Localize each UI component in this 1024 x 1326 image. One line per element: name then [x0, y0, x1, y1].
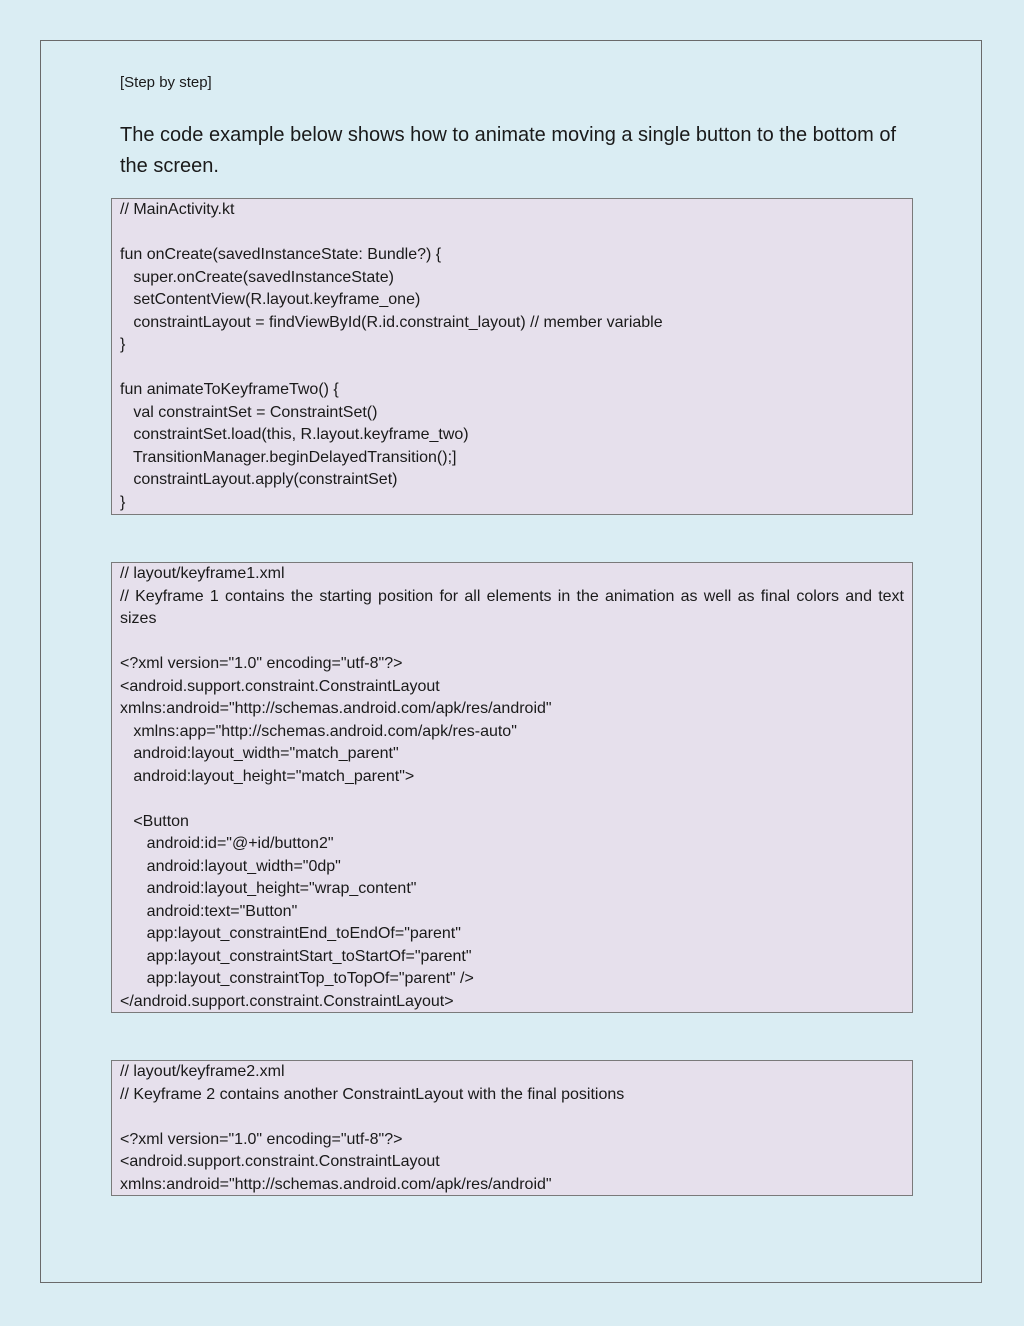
code-line: TransitionManager.beginDelayedTransition();] — [120, 448, 457, 466]
code-line — [120, 357, 904, 380]
code-block-keyframe1 — [111, 562, 913, 1013]
step-label: [Step by step] — [120, 74, 212, 91]
code-line: android:id="@+id/button2" — [120, 835, 334, 852]
code-block-keyframe2 — [111, 1060, 913, 1196]
code-line — [120, 631, 904, 654]
code-comment-wrapped: // Keyframe 1 contains the starting position for all elements in the animation as well as final colors and text sizes — [120, 587, 904, 627]
code-line: } — [120, 493, 126, 511]
code-line: val constraintSet = ConstraintSet() — [120, 403, 378, 421]
code-line: android:layout_width="0dp" — [120, 857, 341, 875]
code-line: constraintLayout.apply(constraintSet) — [120, 471, 398, 488]
code-line: super.onCreate(savedInstanceState) — [120, 268, 394, 286]
code-line: <?xml version="1.0" encoding="utf-8"?> — [120, 655, 403, 672]
code-line: <?xml version="1.0" encoding="utf-8"?> — [120, 1130, 403, 1148]
code-line — [120, 788, 904, 811]
code-line: app:layout_constraintStart_toStartOf="parent" — [120, 947, 472, 965]
code-line: xmlns:android="http://schemas.android.com/apk/res/android" — [120, 700, 552, 717]
code-line: constraintLayout = findViewById(R.id.constraint_layout) // member variable — [120, 313, 663, 331]
code-line: app:layout_constraintTop_toTopOf="parent" /> — [120, 970, 474, 987]
code-line: fun onCreate(savedInstanceState: Bundle?) { — [120, 246, 442, 263]
code-line: android:layout_height="wrap_content" — [120, 880, 417, 897]
intro-paragraph: The code example below shows how to animate moving a single button to the bottom of the screen. — [120, 124, 897, 177]
code-line: xmlns:android="http://schemas.android.com/apk/res/android" — [120, 1175, 552, 1193]
code-line: fun animateToKeyframeTwo() { — [120, 381, 339, 398]
code-line: // MainActivity.kt — [120, 201, 235, 218]
code-line: // layout/keyframe1.xml — [120, 565, 285, 582]
code-line — [120, 222, 904, 245]
code-line: <android.support.constraint.ConstraintLayout — [120, 1153, 440, 1170]
code-line: android:text="Button" — [120, 902, 298, 920]
code-line: setContentView(R.layout.keyframe_one) — [120, 291, 421, 308]
code-line: <Button — [120, 812, 189, 830]
code-line: android:layout_height="match_parent"> — [120, 767, 415, 785]
code-line: } — [120, 336, 126, 353]
code-line: android:layout_width="match_parent" — [120, 745, 399, 762]
code-line: // Keyframe 2 contains another ConstraintLayout with the final positions — [120, 1085, 625, 1103]
code-line: constraintSet.load(this, R.layout.keyframe_two) — [120, 426, 469, 443]
code-line: <android.support.constraint.ConstraintLayout — [120, 677, 440, 695]
code-line: // layout/keyframe2.xml — [120, 1063, 285, 1080]
code-line — [120, 1106, 904, 1129]
code-block-main-activity — [111, 198, 913, 515]
code-line: app:layout_constraintEnd_toEndOf="parent" — [120, 925, 461, 942]
code-line: </android.support.constraint.ConstraintLayout> — [120, 992, 454, 1010]
code-line: xmlns:app="http://schemas.android.com/apk/res-auto" — [120, 722, 517, 740]
